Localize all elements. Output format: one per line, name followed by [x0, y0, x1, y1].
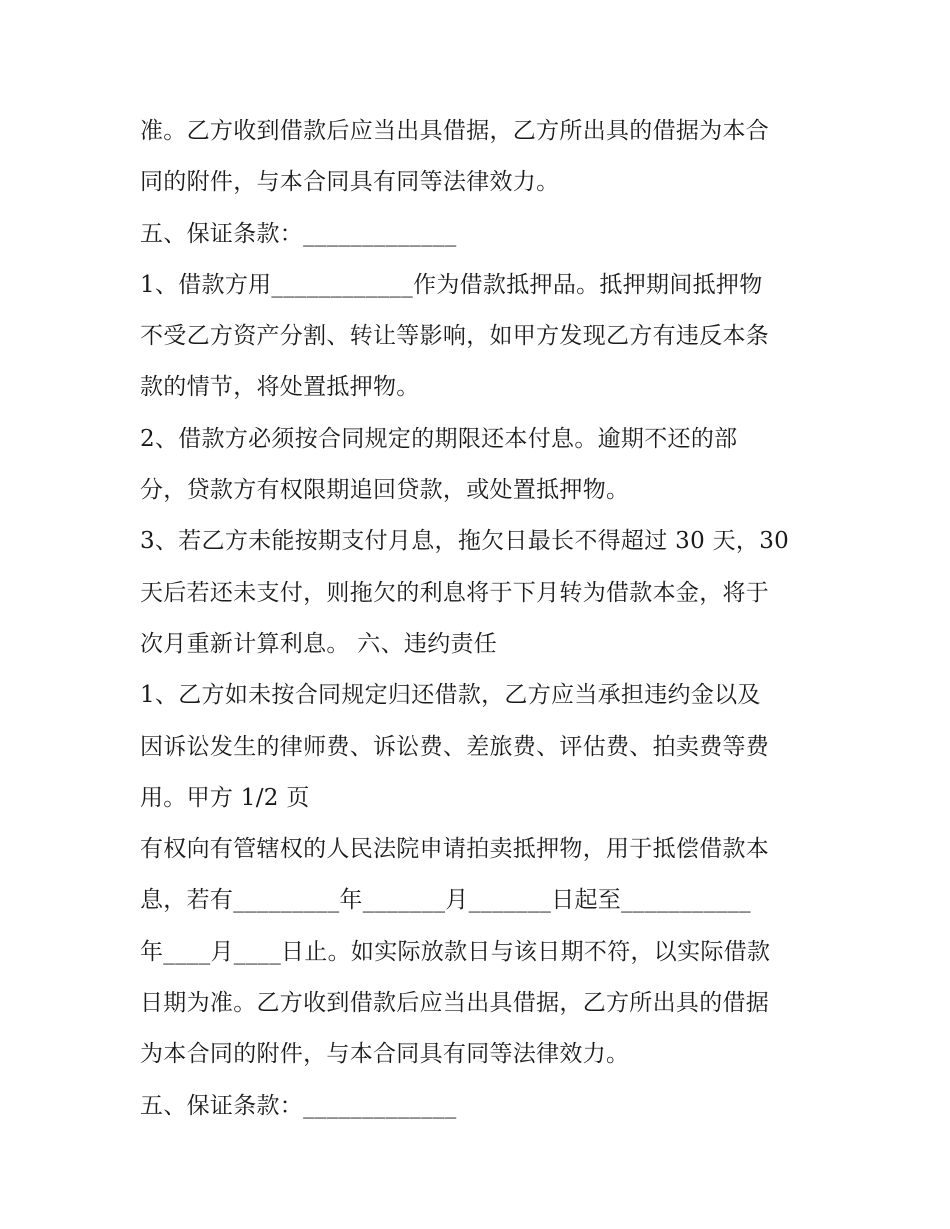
section-heading: 五、保证条款：_____________ — [140, 220, 457, 247]
text-line: 为本合同的附件，与本合同具有同等法律效力。 — [140, 1041, 630, 1068]
text-line: 3、若乙方未能按期支付月息，拖欠日最长不得超过 30 天，30 — [140, 528, 790, 555]
text-line: 款的情节，将处置抵押物。 — [140, 374, 420, 401]
section-heading: 五、保证条款：_____________ — [140, 1092, 457, 1119]
contract-text — [140, 106, 820, 1132]
text-line: 息，若有_________年_______月_______日起至___________ — [140, 887, 751, 914]
text-line: 有权向有管辖权的人民法院申请拍卖抵押物，用于抵偿借款本 — [140, 836, 770, 863]
text-line: 年____月____日止。如实际放款日与该日期不符，以实际借款 — [140, 938, 771, 965]
text-line: 1、乙方如未按合同规定归还借款，乙方应当承担违约金以及 — [140, 682, 761, 709]
text-line: 准。乙方收到借款后应当出具借据，乙方所出具的借据为本合 — [140, 118, 770, 144]
text-line: 1、借款方用____________作为借款抵押品。抵押期间抵押物 — [140, 271, 763, 298]
text-line: 日期为准。乙方收到借款后应当出具借据，乙方所出具的借据 — [140, 990, 770, 1017]
text-line: 分，贷款方有权限期追回贷款，或处置抵押物。 — [140, 477, 630, 504]
text-line: 同的附件，与本合同具有同等法律效力。 — [140, 169, 560, 196]
text-line: 用。甲方 1/2 页 — [140, 784, 310, 811]
text-line: 天后若还未支付，则拖欠的利息将于下月转为借款本金，将于 — [140, 579, 770, 606]
text-line: 2、借款方必须按合同规定的期限还本付息。逾期不还的部 — [140, 425, 738, 452]
text-line: 不受乙方资产分割、转让等影响，如甲方发现乙方有违反本条 — [140, 323, 770, 350]
text-line: 次月重新计算利息。 六、违约责任 — [140, 630, 498, 657]
text-line: 因诉讼发生的律师费、诉讼费、差旅费、评估费、拍卖费等费 — [140, 733, 770, 760]
